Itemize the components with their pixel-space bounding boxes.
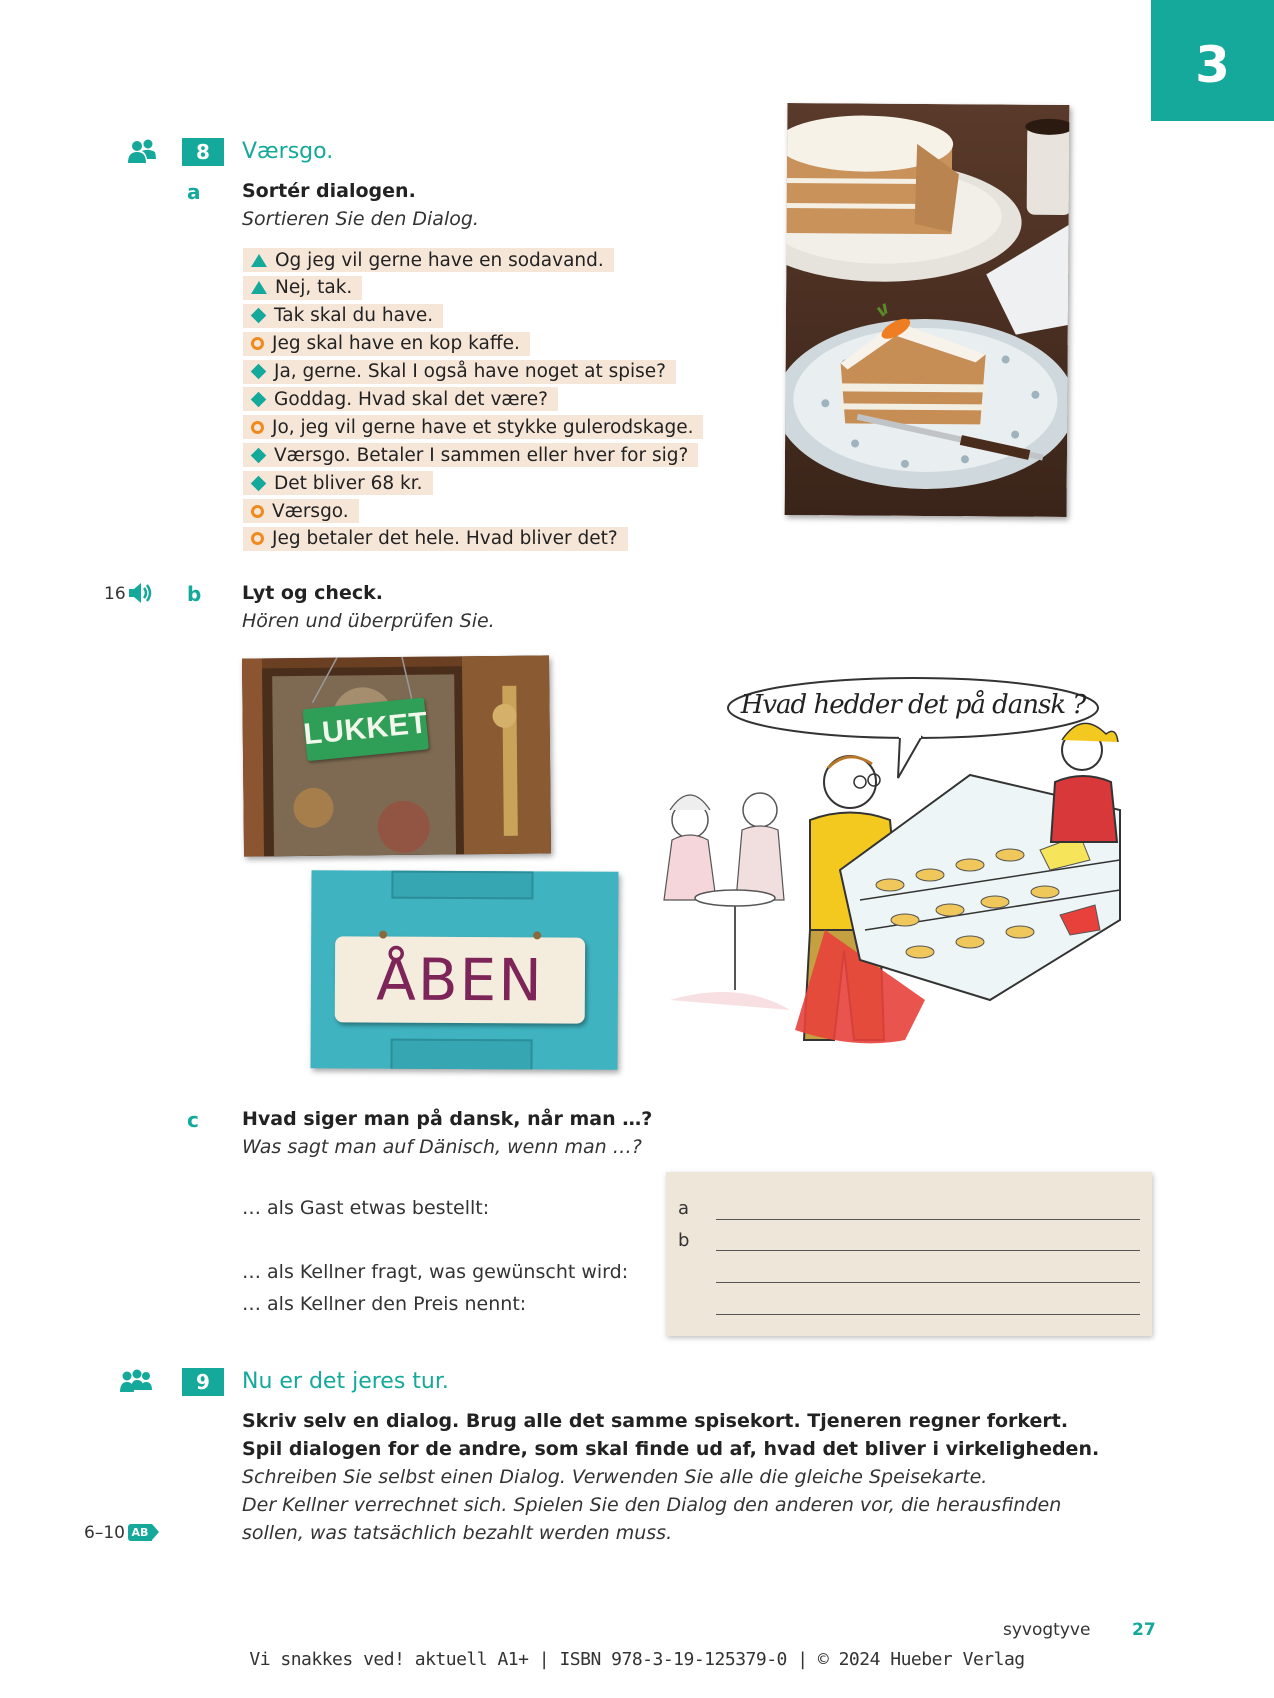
workbook-badge: AB (128, 1524, 152, 1541)
diamond-icon (251, 364, 267, 380)
dialog-line-box (243, 471, 433, 495)
circle-icon (251, 532, 264, 545)
audio-speaker-icon[interactable] (127, 581, 153, 605)
answer-line-1[interactable] (716, 1219, 1140, 1220)
carrot-cake-illustration (785, 103, 1070, 517)
chapter-tab: 3 (1151, 0, 1274, 121)
dialog-line (243, 332, 703, 360)
part-a-instruction-de: Sortieren Sie den Dialog. (242, 208, 479, 230)
dialog-line-text: Jeg skal have en kop kaffe. (272, 333, 520, 355)
circle-icon (251, 505, 264, 518)
exercise-9-instruction-de-2: Der Kellner verrechnet sich. Spielen Sie den Dialog den anderen vor, die herausfinden (242, 1494, 1062, 1516)
dialog-line-box (243, 499, 359, 523)
exercise-9-number: 9 (182, 1368, 224, 1396)
dialog-line-box (243, 387, 558, 411)
part-a-letter: a (187, 180, 201, 204)
dialog-line-box (243, 332, 530, 356)
answer-line-3[interactable] (716, 1282, 1140, 1283)
workbook-reference: 6–10 (84, 1523, 125, 1543)
exercise-9-instruction-de-3: sollen, was tatsächlich bezahlt werden muss. (242, 1522, 673, 1544)
diamond-icon (251, 447, 267, 463)
sign-nail-left (379, 931, 387, 939)
dialog-line-text: Det bliver 68 kr. (274, 472, 423, 494)
sign-nail-right (533, 931, 541, 939)
answer-label-b: b (678, 1230, 690, 1251)
dialog-list (243, 248, 703, 555)
pair-work-icon (127, 139, 157, 165)
part-c-instruction-de: Was sagt man auf Dänisch, wenn man …? (242, 1136, 642, 1158)
dialog-line-text: Goddag. Hvad skal det være? (274, 388, 548, 410)
page-number: 27 (1132, 1620, 1156, 1640)
dialog-line-text: Jo, jeg vil gerne have et stykke gulerodskage. (272, 416, 694, 438)
closed-door-photo (242, 655, 551, 856)
circle-icon (251, 337, 264, 350)
part-c-instruction: Hvad siger man på dansk, når man …? (242, 1108, 653, 1130)
dialog-line-box (243, 415, 703, 439)
prompt-waiter-asks: … als Kellner fragt, was gewünscht wird: (242, 1261, 629, 1283)
dialog-line (243, 471, 703, 499)
dialog-line-box (243, 360, 676, 384)
circle-icon (251, 421, 264, 434)
page-number-word: syvogtyve (1003, 1620, 1091, 1640)
answer-line-4[interactable] (716, 1314, 1140, 1315)
audio-track-number: 16 (104, 584, 126, 604)
dialog-line (243, 443, 703, 471)
part-b-instruction-de: Hören und überprüfen Sie. (242, 610, 495, 632)
dialog-line-text: Og jeg vil gerne have en sodavand. (275, 249, 604, 271)
sign-open: ÅBEN (335, 936, 585, 1023)
diamond-icon (251, 308, 267, 324)
exercise-8-number: 8 (182, 138, 224, 166)
diamond-icon (251, 475, 267, 491)
dialog-line-box (243, 276, 362, 300)
door-panel-bottom (390, 1039, 532, 1070)
dialog-line-text: Jeg betaler det hele. Hvad bliver det? (272, 528, 618, 550)
dialog-line-box (243, 527, 628, 551)
exercise-9-instruction-de-1: Schreiben Sie selbst einen Dialog. Verwenden Sie alle die gleiche Speisekarte. (242, 1466, 988, 1488)
exercise-8-title: Værsgo. (242, 139, 334, 164)
exercise-9-instruction-1: Skriv selv en dialog. Brug alle det samme spisekort. Tjeneren regner forkert. (242, 1410, 1069, 1432)
group-work-icon (119, 1368, 153, 1394)
dialog-line (243, 276, 703, 304)
dialog-line-text: Værsgo. Betaler I sammen eller hver for sig? (274, 444, 689, 466)
dialog-line (243, 499, 703, 527)
answer-line-2[interactable] (716, 1250, 1140, 1251)
diamond-icon (251, 392, 267, 408)
dialog-line (243, 415, 703, 443)
dialog-line-text: Nej, tak. (275, 277, 353, 299)
dialog-line-text: Værsgo. (272, 500, 349, 522)
part-b-instruction: Lyt og check. (242, 582, 383, 604)
footer-imprint: Vi snakkes ved! aktuell A1+ | ISBN 978-3-19-125379-0 | © 2024 Hueber Verlag (249, 1649, 1025, 1670)
exercise-9-title: Nu er det jeres tur. (242, 1369, 449, 1394)
triangle-icon (251, 254, 267, 267)
dialog-line-box (243, 443, 698, 467)
part-c-letter: c (187, 1108, 199, 1132)
prompt-guest-orders: … als Gast etwas bestellt: (242, 1197, 490, 1219)
part-a-instruction: Sortér dialogen. (242, 180, 416, 202)
part-b-letter: b (187, 582, 202, 606)
workbook-badge-arrow (152, 1524, 159, 1540)
answer-label-a: a (678, 1198, 690, 1219)
speech-bubble-text: Hvad hedder det på dansk ? (740, 690, 1086, 720)
door-illustration (242, 655, 551, 856)
cafe-cartoon-illustration (650, 670, 1160, 1070)
dialog-line-text: Ja, gerne. Skal I også have noget at spise? (274, 361, 666, 383)
dialog-line-box (243, 248, 614, 272)
dialog-line (243, 360, 703, 388)
dialog-line (243, 304, 703, 332)
answer-box (666, 1172, 1152, 1336)
dialog-line-box (243, 304, 443, 328)
door-panel-top (391, 871, 533, 900)
dialog-line (243, 527, 703, 555)
open-sign-photo (310, 870, 618, 1070)
exercise-9-instruction-2: Spil dialogen for de andre, som skal finde ud af, hvad det bliver i virkeligheden. (242, 1438, 1100, 1460)
prompt-waiter-price: … als Kellner den Preis nennt: (242, 1293, 527, 1315)
carrot-cake-photo (785, 103, 1070, 517)
dialog-line (243, 248, 703, 276)
dialog-line-text: Tak skal du have. (274, 305, 434, 327)
sign-closed: LUKKET (302, 697, 428, 761)
dialog-line (243, 387, 703, 415)
triangle-icon (251, 281, 267, 294)
